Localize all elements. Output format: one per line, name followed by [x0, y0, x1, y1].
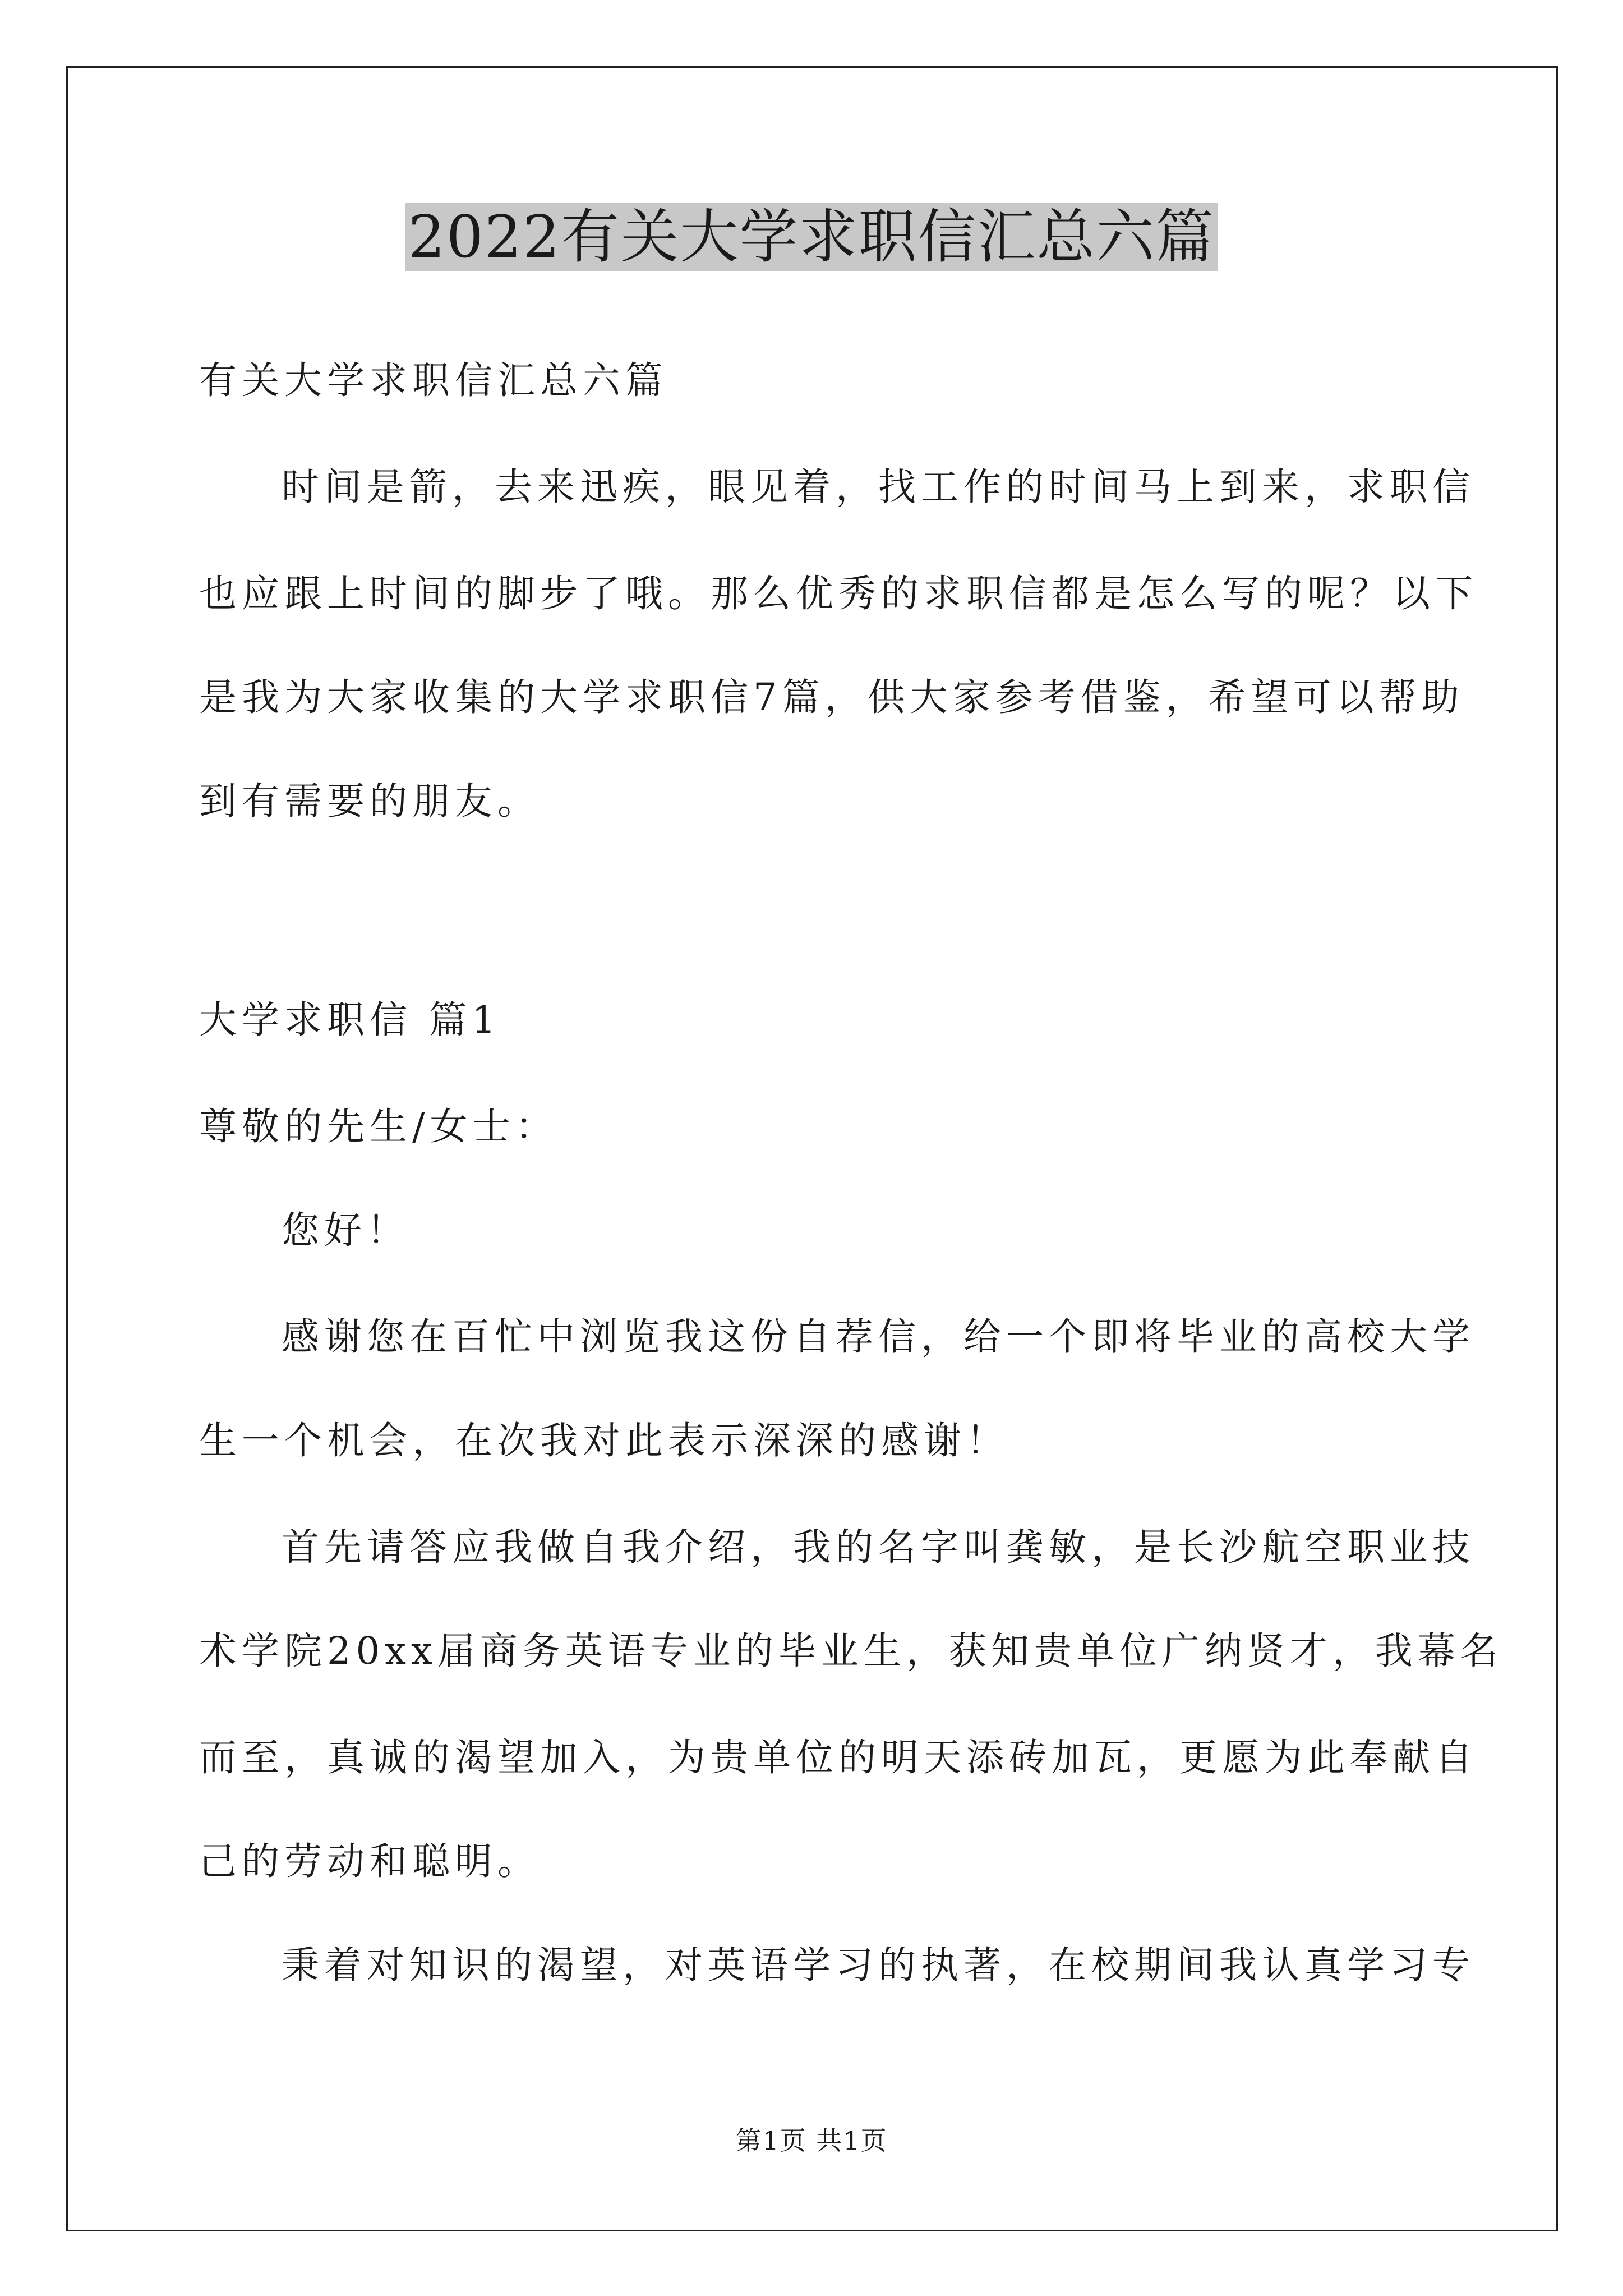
intro-line-1: 时间是箭，去来迅疾，眼见着，找工作的时间马上到来，求职信 [282, 465, 1475, 509]
intro-line-3: 是我为大家收集的大学求职信7篇，供大家参考借鉴，希望可以帮助 [199, 675, 1464, 719]
intro-line-2: 也应跟上时间的脚步了哦。那么优秀的求职信都是怎么写的呢？以下 [199, 572, 1478, 615]
page-footer: 第1页 共1页 [735, 2125, 888, 2156]
section-heading: 大学求职信 篇1 [199, 998, 501, 1042]
para1-line-2: 生一个机会，在次我对此表示深深的感谢！ [199, 1419, 1009, 1462]
para2-line-4: 己的劳动和聪明。 [199, 1839, 540, 1883]
salutation: 尊敬的先生/女士： [199, 1105, 558, 1148]
intro-line-4: 到有需要的朋友。 [199, 779, 540, 823]
para1-line-1: 感谢您在百忙中浏览我这份自荐信，给一个即将毕业的高校大学 [282, 1315, 1475, 1359]
para2-line-3: 而至，真诚的渴望加入，为贵单位的明天添砖加瓦，更愿为此奉献自 [199, 1736, 1478, 1779]
para2-line-1: 首先请答应我做自我介绍，我的名字叫龚敏，是长沙航空职业技 [282, 1525, 1475, 1569]
para2-line-2: 术学院20xx届商务英语专业的毕业生，获知贵单位广纳贤才，我幕名 [199, 1629, 1503, 1673]
document-title [0, 197, 1623, 276]
document-subtitle: 有关大学求职信汇总六篇 [199, 358, 668, 402]
document-title-text: 2022有关大学求职信汇总六篇 [405, 203, 1219, 271]
greeting: 您好！ [282, 1208, 409, 1252]
para3-line-1: 秉着对知识的渴望，对英语学习的执著，在校期间我认真学习专 [282, 1943, 1475, 1987]
